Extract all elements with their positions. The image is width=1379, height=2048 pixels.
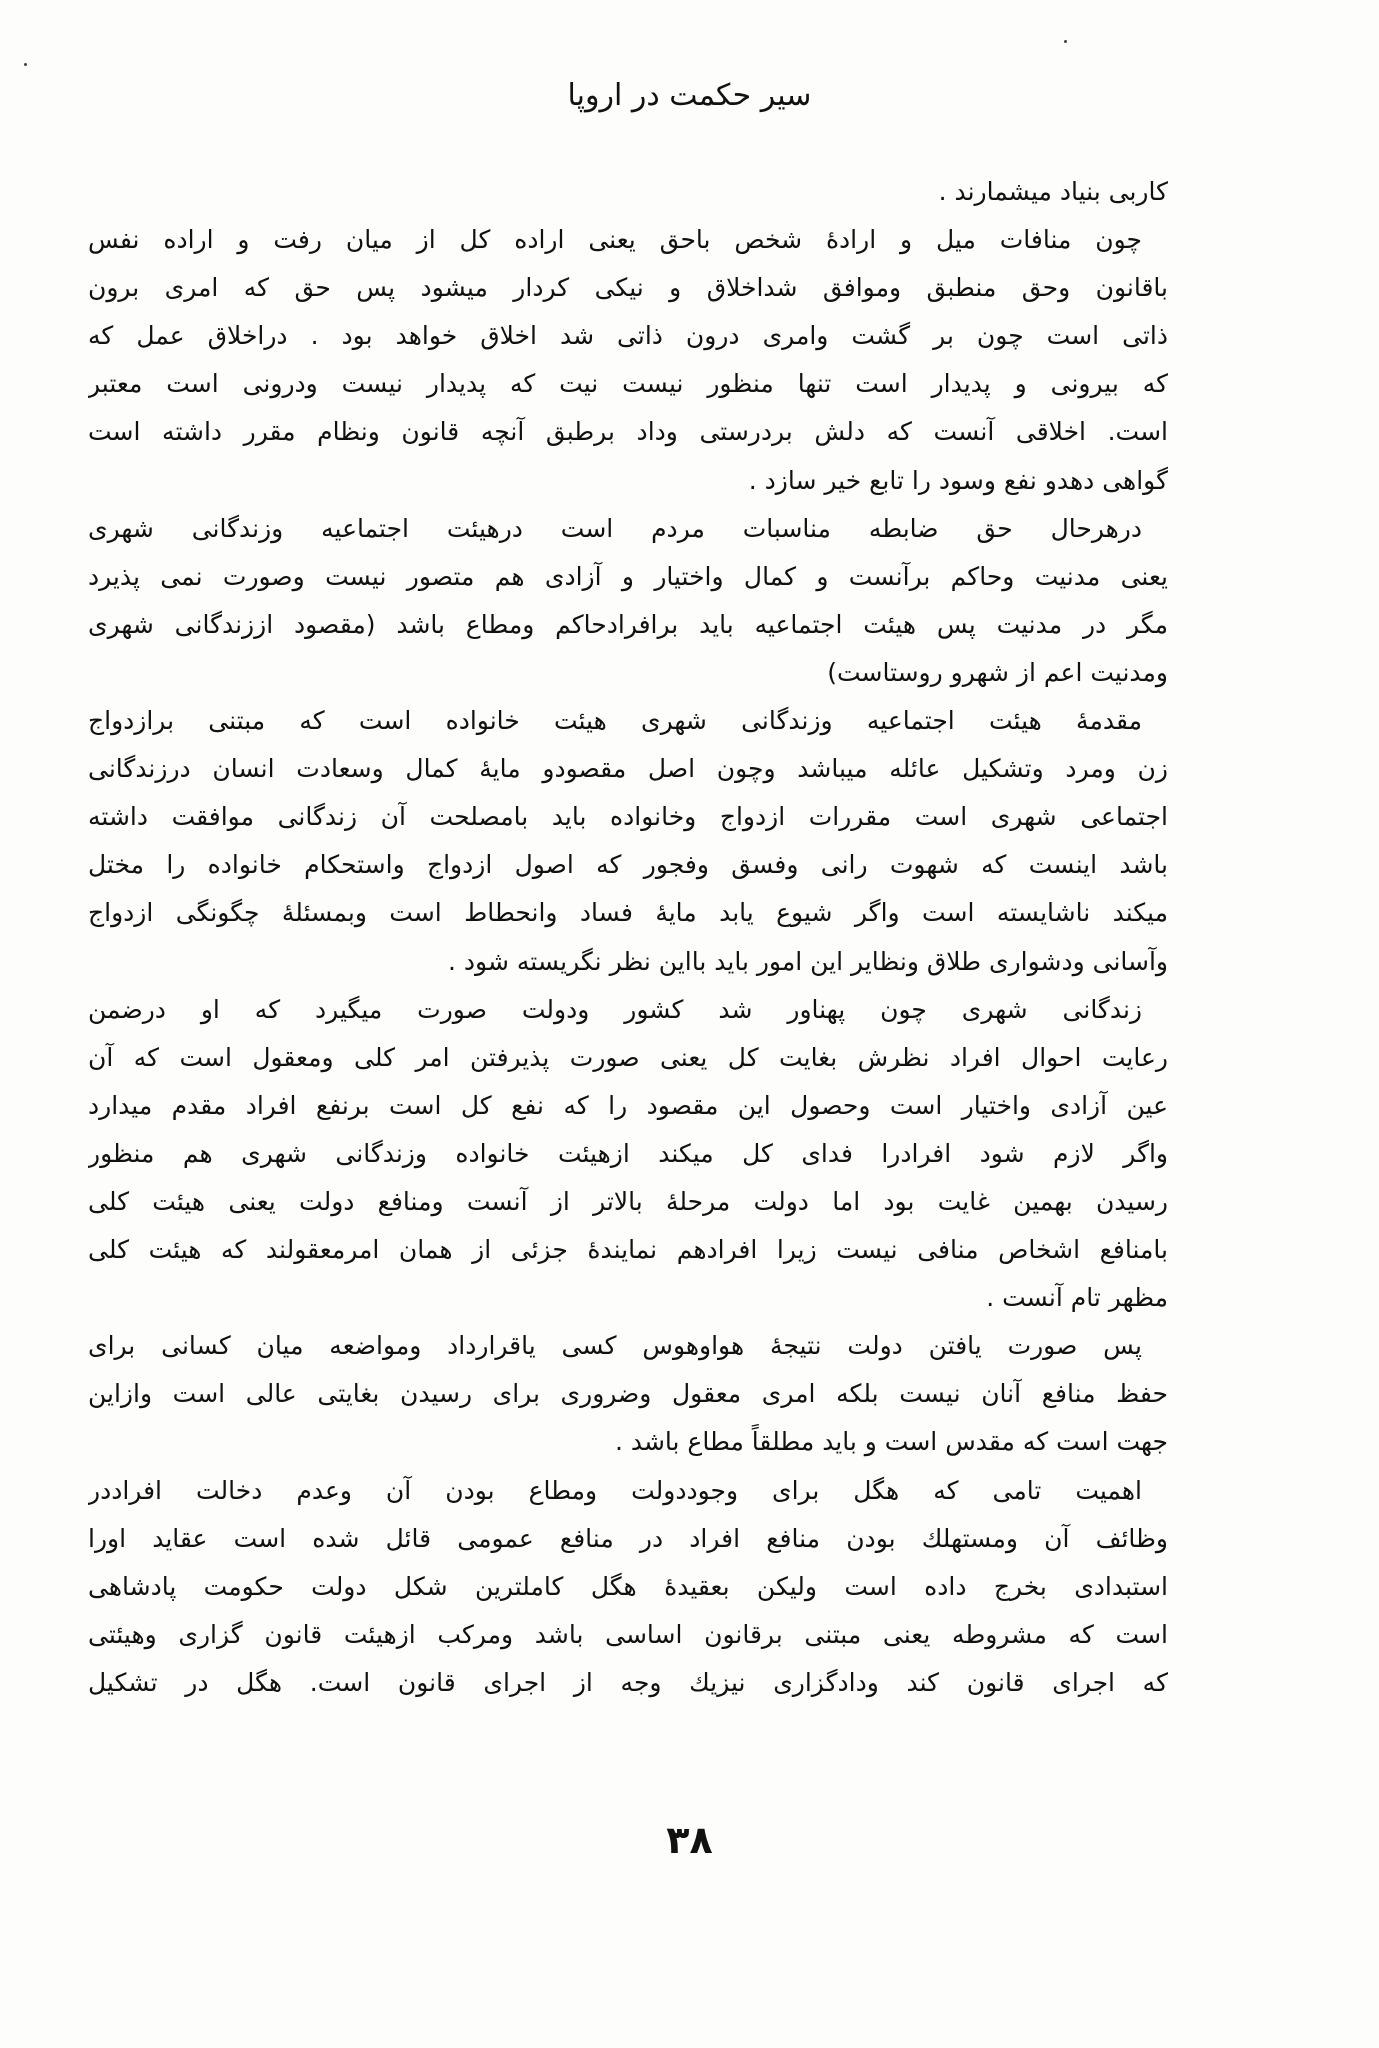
text-line: مگر در مدنیت پس هیئت اجتماعیه باید برافرادحاکم ومطاع باشد (مقصود اززندگانی شهری <box>88 609 1168 639</box>
text-line: واگر لازم شود افرادرا فدای کل میکند ازهیئت خانواده وزندگانی شهری هم منظور <box>88 1138 1168 1168</box>
text-line: کاربی بنیاد میشمارند . <box>938 177 1168 206</box>
text-line: میکند ناشایسته است واگر شیوع یابد مایهٔ فساد وانحطاط است وبمسئلهٔ چگونگی ازدواج <box>88 898 1168 928</box>
text-line: مظهر تام آنست . <box>986 1283 1168 1313</box>
text-line: گواهی دهدو نفع وسود را تابع خیر سازد . <box>748 465 1168 495</box>
text-line: بامنافع اشخاص منافی نیست زیرا افرادهم نمایندهٔ جزئی از همان امرمعقولند که هیئت کلی <box>88 1235 1168 1265</box>
text-line: است که مشروطه یعنی مبتنی برقانون اساسی باشد ومرکب ازهیئت قانون گزاری وهیئتی <box>88 1619 1168 1649</box>
text-line: درهرحال حق ضابطه مناسبات مردم است درهیئت اجتماعیه وزندگانی شهری <box>88 513 1142 543</box>
text-line: رسیدن بهمین غایت بود اما دولت مرحلهٔ بالاتر از آنست ومنافع دولت یعنی هیئت کلی <box>88 1186 1168 1216</box>
text-line: عین آزادی واختیار است وحصول این مقصود را که نفع کل است برنفع افراد مقدم میدارد <box>88 1090 1168 1120</box>
text-line: زندگانی شهری چون پهناور شد کشور ودولت صورت میگیرد که او درضمن <box>88 994 1142 1024</box>
page-number: ۳۸ <box>666 1818 713 1862</box>
text-line: زن ومرد وتشکیل عائله میباشد وچون اصل مقصودو مایهٔ کمال وسعادت انسان درزندگانی <box>88 754 1168 784</box>
scan-speck <box>24 63 27 66</box>
text-line: اجتماعی شهری است مقررات ازدواج وخانواده باید بامصلحت آن زندگانی موافقت داشته <box>88 802 1168 832</box>
text-line: که اجرای قانون کند ودادگزاری نیزیك وجه از اجرای قانون است. هگل در تشکیل <box>88 1667 1168 1697</box>
body-text <box>88 168 1168 1707</box>
text-line: است. اخلاقی آنست که دلش بردرستی وداد برطبق آنچه قانون ونظام مقرر داشته است <box>88 417 1168 447</box>
text-line: باشد اینست که شهوت رانی وفسق وفجور که اصول ازدواج واستحکام خانواده را مختل <box>88 850 1168 880</box>
running-head: سیر حکمت در اروپا <box>567 78 812 113</box>
text-line: وآسانی ودشواری طلاق ونظایر این امور باید بااین نظر نگریسته شود . <box>448 946 1168 976</box>
text-line: باقانون وحق منطبق وموافق شداخلاق و نیکی کردار میشود پس حق که امری برون <box>88 273 1168 303</box>
text-line: حفظ منافع آنان نیست بلکه امری معقول وضروری برای رسیدن بغایتی عالی است وازاین <box>88 1379 1168 1409</box>
text-line: ومدنیت اعم از شهرو روستاست) <box>827 657 1168 687</box>
text-line: مقدمهٔ هیئت اجتماعیه وزندگانی شهری هیئت خانواده است که مبتنی برازدواج <box>88 706 1142 736</box>
text-line: که بیرونی و پدیدار است تنها منظور نیست نیت که پدیدار نیست ودرونی است معتبر <box>88 369 1168 399</box>
text-line: استبدادی بخرج داده است ولیکن بعقیدهٔ هگل کاملترین شکل دولت حکومت پادشاهی <box>88 1571 1168 1601</box>
text-line: یعنی مدنیت وحاکم برآنست و کمال واختیار و آزادی هم متصور نیست وصورت نمی پذیرد <box>88 561 1168 591</box>
text-line: وظائف آن ومستهلك بودن منافع افراد در منافع عمومی قائل شده است عقاید اورا <box>88 1523 1168 1553</box>
text-line: چون منافات میل و ارادهٔ شخص باحق یعنی اراده کل از میان رفت و اراده نفس <box>88 225 1142 255</box>
text-line: رعایت احوال افراد نظرش بغایت کل یعنی صورت پذیرفتن امر کلی ومعقول است که آن <box>88 1042 1168 1072</box>
scan-speck <box>1064 40 1067 43</box>
text-line: اهمیت تامی که هگل برای وجوددولت ومطاع بودن آن وعدم دخالت افراددر <box>88 1475 1142 1505</box>
text-line: ذاتی است چون بر گشت وامری درون ذاتی شد اخلاق خواهد بود . دراخلاق عمل که <box>88 321 1168 351</box>
text-line: جهت است که مقدس است و باید مطلقاً مطاع باشد . <box>614 1427 1168 1457</box>
text-line: پس صورت یافتن دولت نتیجهٔ هواوهوس کسی یاقرارداد ومواضعه میان کسانی برای <box>88 1331 1142 1361</box>
